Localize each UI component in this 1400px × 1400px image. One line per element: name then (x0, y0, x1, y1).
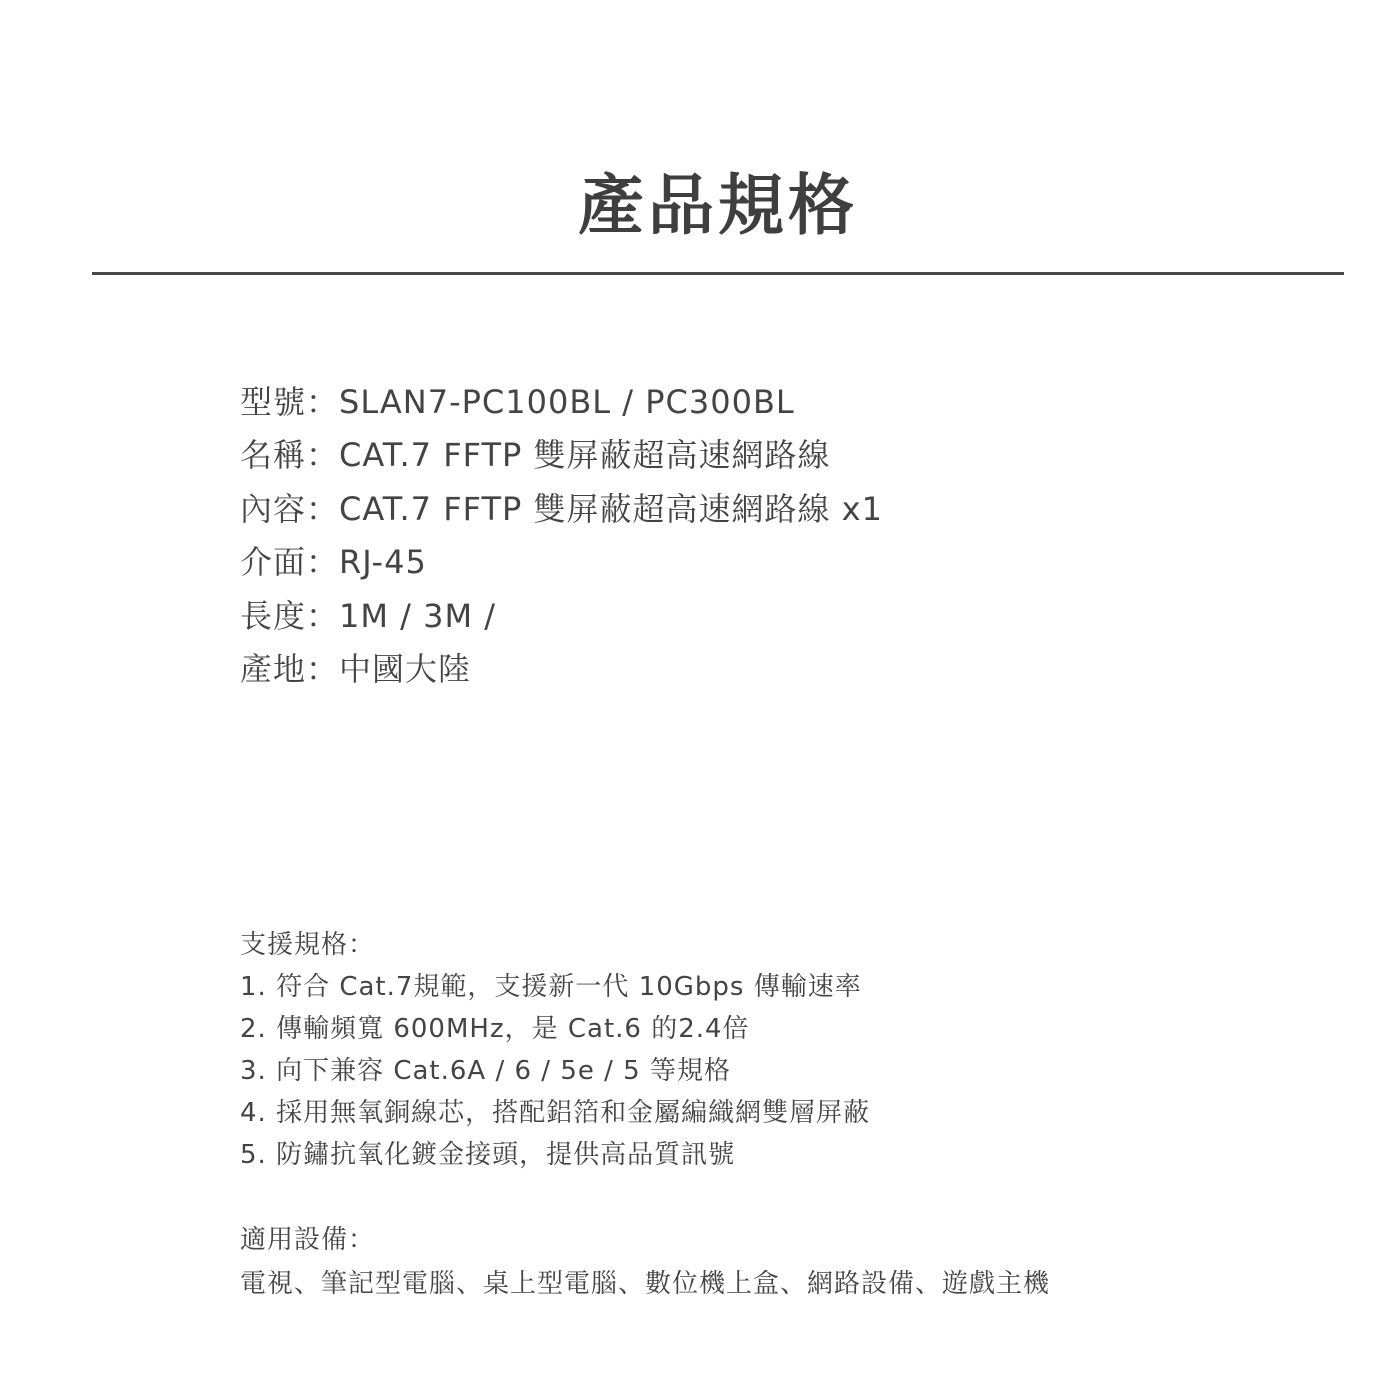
devices-heading: 適用設備： (240, 1225, 376, 1255)
devices-list-text: 電視、筆記型電腦、桌上型電腦、數位機上盒、網路設備、遊戲主機 (240, 1269, 1051, 1299)
support-list (240, 966, 870, 1176)
support-item: 3. 向下兼容 Cat.6A / 6 / 5e / 5 等規格 (240, 1056, 731, 1086)
support-item: 4. 採用無氧銅線芯，搭配鋁箔和金屬編織網雙層屏蔽 (240, 1098, 871, 1128)
spec-list (240, 376, 883, 696)
support-item: 1. 符合 Cat.7規範，支援新一代 10Gbps 傳輸速率 (240, 972, 862, 1002)
spec-model: 型號：SLAN7-PC100BL / PC300BL (240, 383, 795, 421)
support-section (240, 924, 870, 1176)
spec-contents: 內容：CAT.7 FFTP 雙屏蔽超高速網路線 x1 (240, 489, 883, 528)
spec-interface: 介面：RJ-45 (240, 543, 427, 582)
spec-origin: 產地：中國大陸 (240, 649, 472, 688)
spec-length: 長度：1M / 3M / (240, 596, 497, 635)
title-divider (92, 272, 1344, 275)
devices-section (240, 1218, 1050, 1306)
support-item: 2. 傳輸頻寬 600MHz，是 Cat.6 的2.4倍 (240, 1014, 750, 1044)
spec-name: 名稱：CAT.7 FFTP 雙屏蔽超高速網路線 (240, 436, 831, 475)
support-item: 5. 防鏽抗氧化鍍金接頭，提供高品質訊號 (240, 1140, 736, 1170)
support-heading: 支援規格： (240, 930, 376, 960)
page-title: 產品規格 (578, 167, 858, 245)
